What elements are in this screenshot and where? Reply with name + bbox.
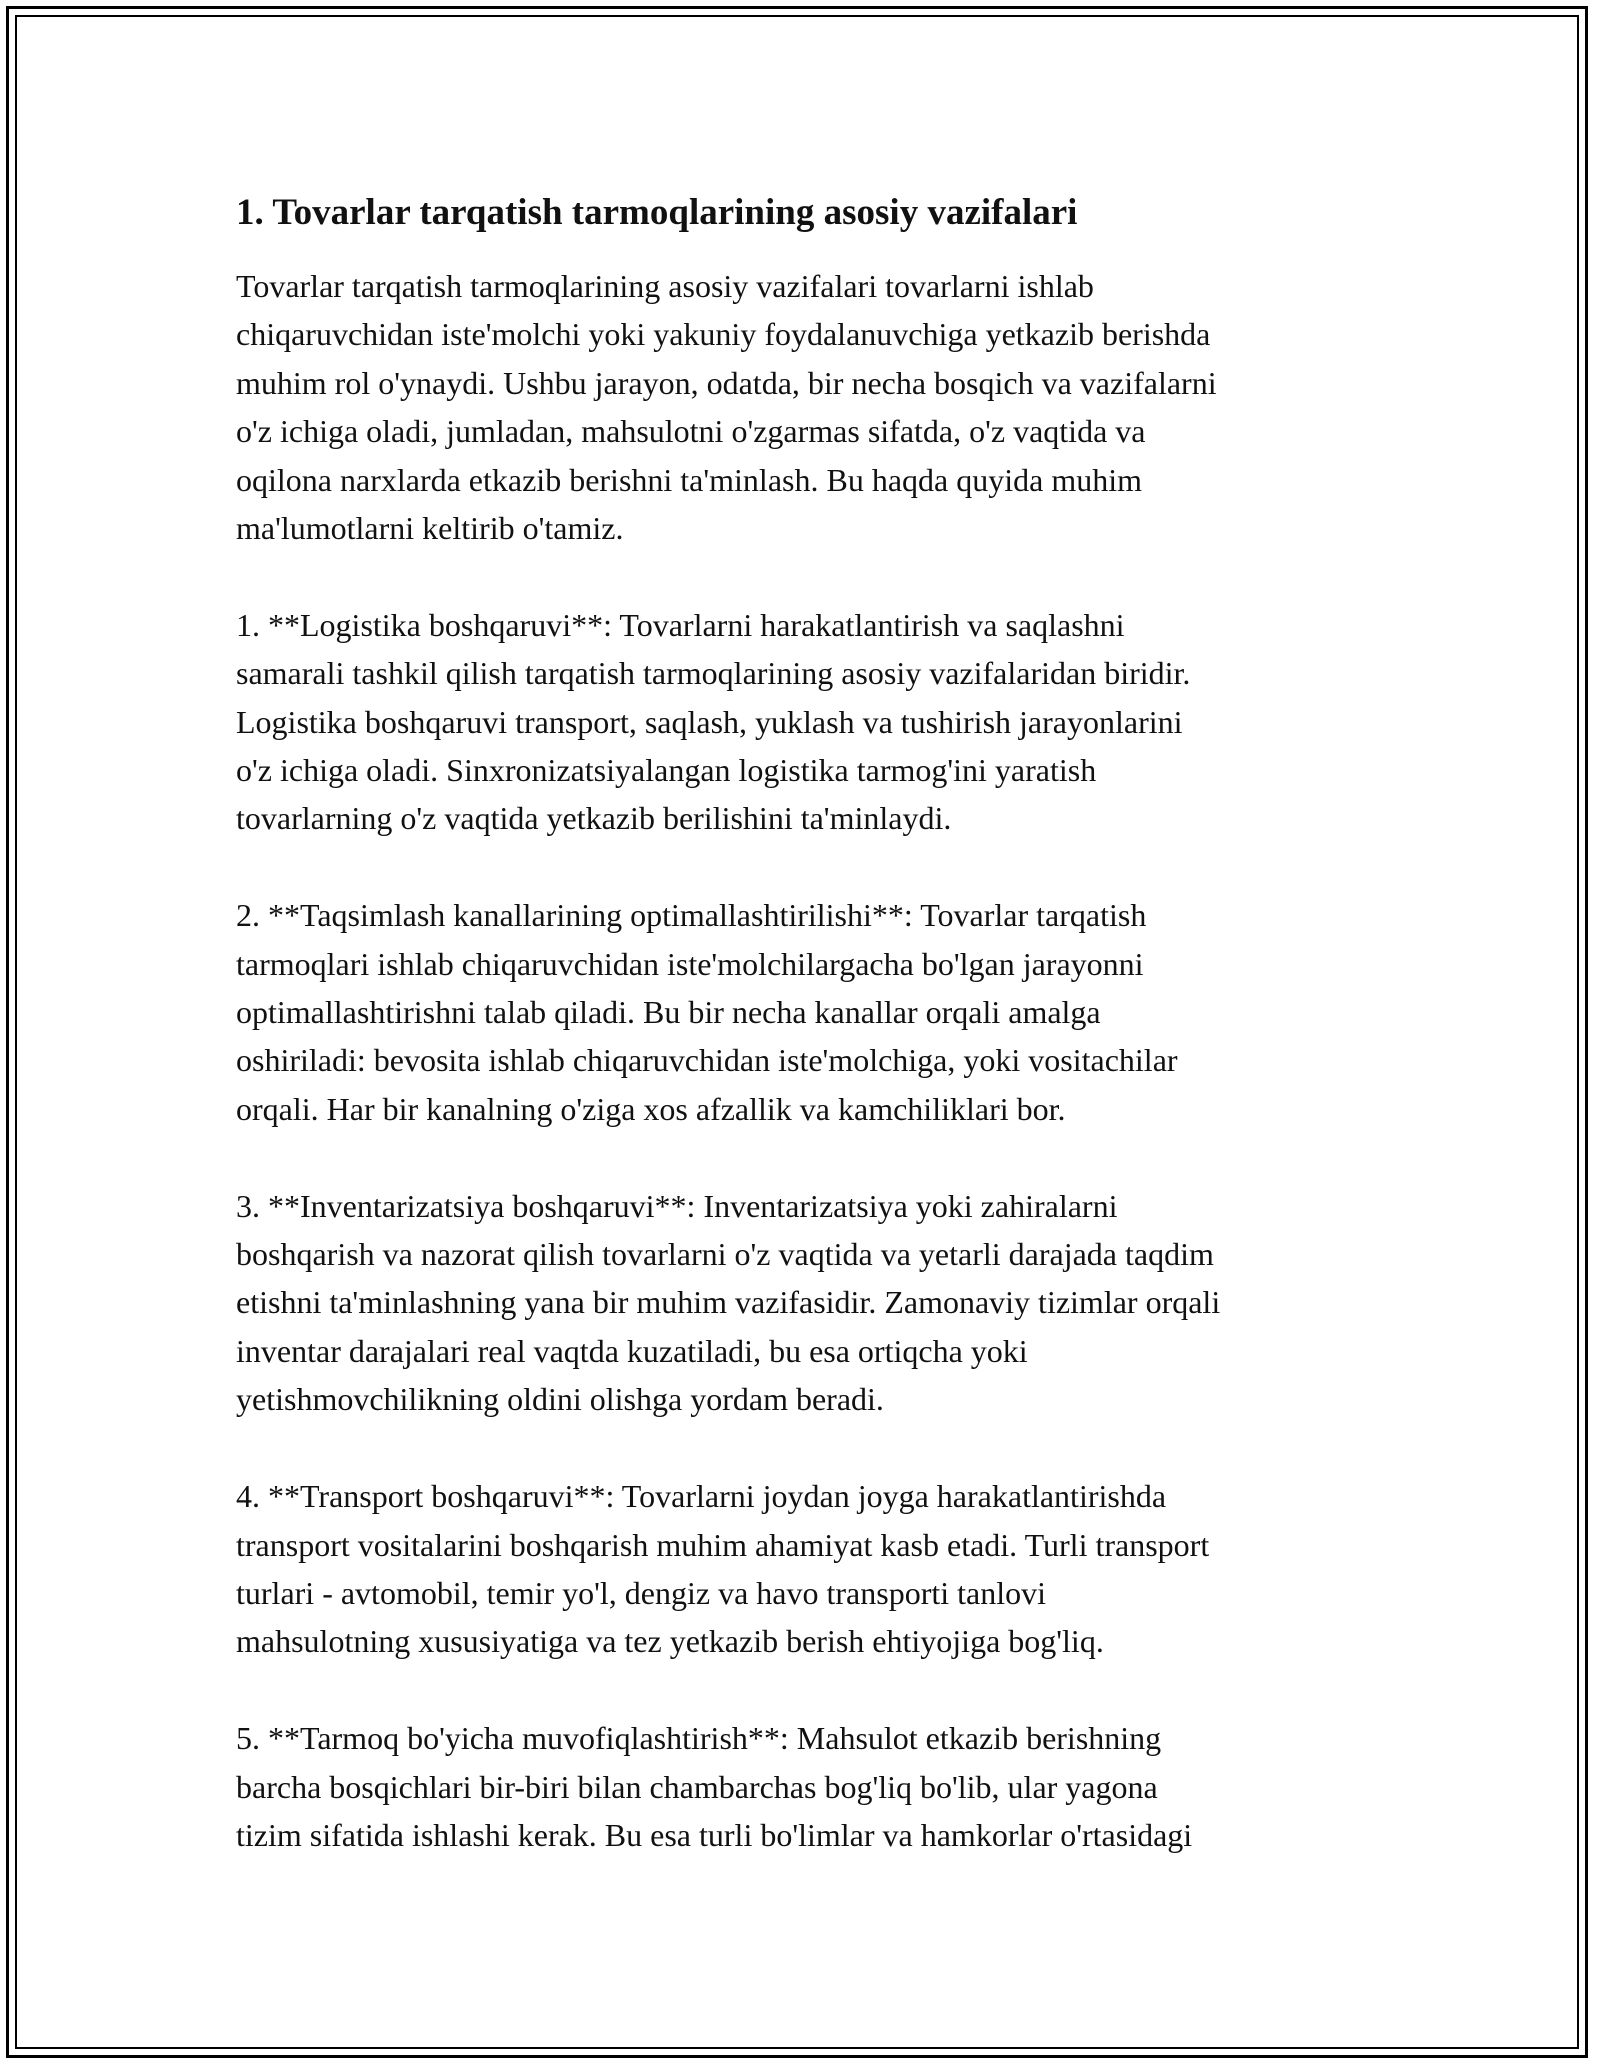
list-item-logistics: 1. **Logistika boshqaruvi**: Tovarlarni harakatlantirish va saqlashni samarali tashkil qilish tarqatish tarmoqlarining asosiy vazifalaridan biridir. Logistika boshqaruvi transport, saqlash, yuklash va tushirish jarayonlarini o'z ichiga oladi. Sinxronizatsiyalangan logistika tarmog'ini yaratish tovarlarning o'z vaqtida yetkazib berilishini ta'minlaydi. [236,606,1191,837]
list-item-inventory: 3. **Inventarizatsiya boshqaruvi**: Inventarizatsiya yoki zahiralarni boshqarish va nazorat qilish tovarlarni o'z vaqtida va yetarli darajada taqdim etishni ta'minlashning yana bir muhim vazifasidir. Zamonaviy tizimlar orqali inventar darajalari real vaqtda kuzatiladi, bu esa ortiqcha yoki yetishmovchilikning oldini olishga yordam beradi. [236,1187,1221,1418]
list-item-distribution-channels: 2. **Taqsimlash kanallarining optimallashtirilishi**: Tovarlar tarqatish tarmoqlari ishlab chiqaruvchidan iste'molchilargacha bo'lgan jarayonni optimallashtirishni talab qiladi. Bu bir necha kanallar orqali amalga oshiriladi: bevosita ishlab chiqaruvchidan iste'molchiga, yoki vositachilar orqali. Har bir kanalning o'ziga xos afzallik va kamchiliklari bor. [236,897,1178,1127]
paragraph-spacer [236,1133,1376,1181]
list-item-transport: 4. **Transport boshqaruvi**: Tovarlarni joydan joyga harakatlantirishda transport vositalarini boshqarish muhim ahamiyat kasb etadi. Turli transport turlari - avtomobil, temir yo'l, dengiz va havo transporti tanlovi mahsulotning xususiyatiga va tez yetkazib berish ehtiyojiga bog'liq. [236,1478,1210,1660]
paragraph-spacer [236,843,1376,891]
paragraph-spacer [236,552,1376,600]
list-item-network-coordination: 5. **Tarmoq bo'yicha muvofiqlashtirish**: Mahsulot etkazib berishning barcha bosqichlari bir-biri bilan chambarchas bog'liq bo'lib, ular yagona tizim sifatida ishlashi kerak. Bu esa turli bo'limlar va hamkorlar o'rtasidagi [236,1720,1193,1853]
paragraph-spacer [236,1424,1376,1472]
intro-paragraph: Tovarlar tarqatish tarmoqlarining asosiy vazifalari tovarlarni ishlab chiqaruvchidan iste'molchi yoki yakuniy foydalanuvchiga yetkazib berishda muhim rol o'ynaydi. Ushbu jarayon, odatda, bir necha bosqich va vazifalarni o'z ichiga oladi, jumladan, mahsulotni o'zgarmas sifatda, o'z vaqtida va oqilona narxlarda etkazib berishni ta'minlash. Bu haqda quyida muhim ma'lumotlarni keltirib o'tamiz. [236,268,1217,547]
paragraph-spacer [236,1666,1376,1714]
document-title: 1. Tovarlar tarqatish tarmoqlarining asosiy vazifalari [236,192,1078,233]
document-body [236,186,1376,1859]
